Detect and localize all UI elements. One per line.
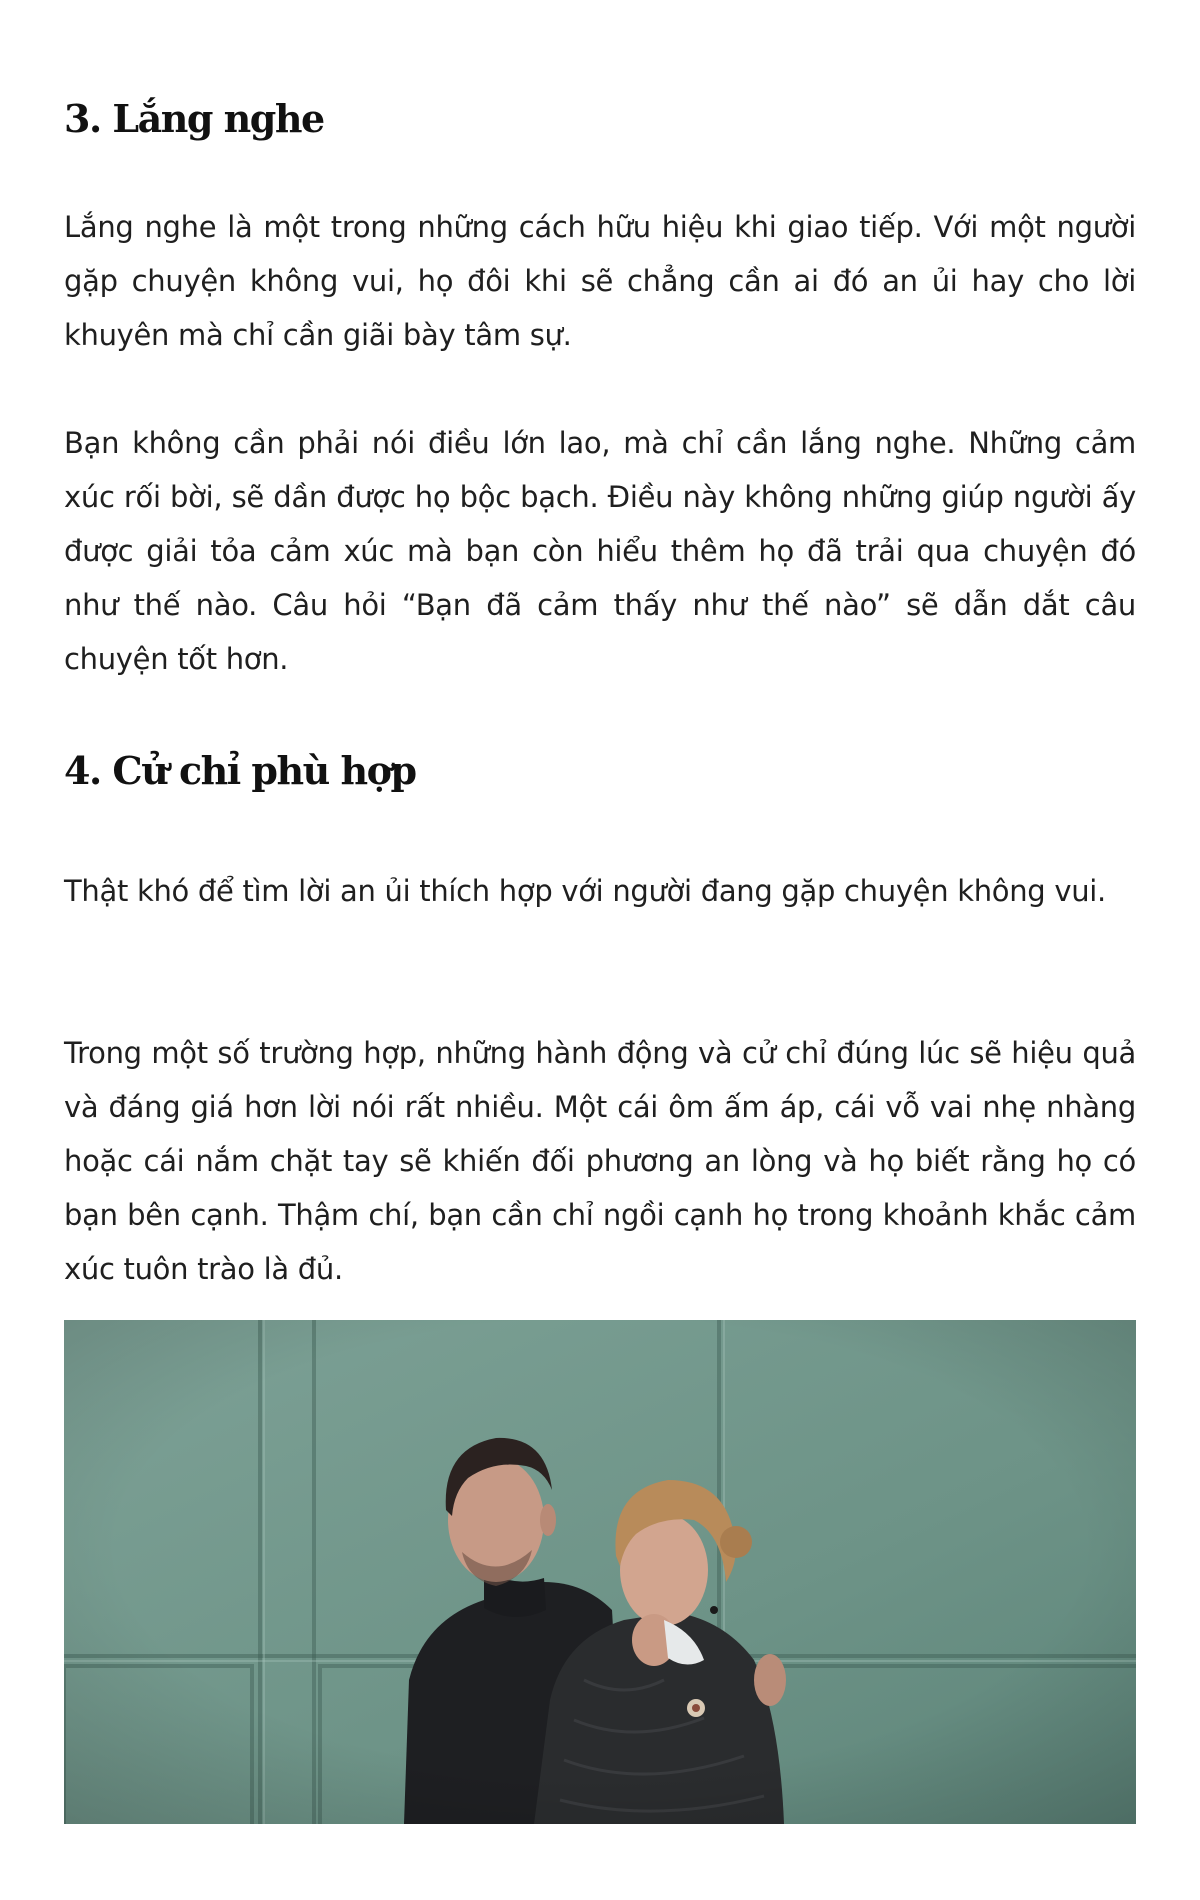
photo-illustration	[64, 1320, 1136, 1824]
paragraph: Thật khó để tìm lời an ủi thích hợp với người đang gặp chuyện không vui.	[64, 874, 1106, 908]
paragraph: Bạn không cần phải nói điều lớn lao, mà chỉ cần lắng nghe. Những cảm xúc rối bời, sẽ dần được họ bộc bạch. Điều này không những giúp người ấy được giải tỏa cảm xúc mà bạn còn hiểu thêm họ đã trải qua chuyện đó như thế nào. Câu hỏi “Bạn đã cảm thấy như thế nào” sẽ dẫn dắt câu chuyện tốt hơn.	[64, 426, 1136, 676]
paragraph: Trong một số trường hợp, những hành động và cử chỉ đúng lúc sẽ hiệu quả và đáng giá hơn lời nói rất nhiều. Một cái ôm ấm áp, cái vỗ vai nhẹ nhàng hoặc cái nắm chặt tay sẽ khiến đối phương an lòng và họ biết rằng họ có bạn bên cạnh. Thậm chí, bạn cần chỉ ngồi cạnh họ trong khoảnh khắc cảm xúc tuôn trào là đủ.	[64, 1036, 1136, 1286]
section-heading-gestures: 4. Cử chỉ phù hợp	[64, 748, 416, 793]
paragraph: Lắng nghe là một trong những cách hữu hiệu khi giao tiếp. Với một người gặp chuyện không vui, họ đôi khi sẽ chẳng cần ai đó an ủi hay cho lời khuyên mà chỉ cần giãi bày tâm sự.	[64, 210, 1136, 352]
section-heading-listening: 3. Lắng nghe	[64, 96, 324, 141]
article-photo	[64, 1320, 1136, 1824]
